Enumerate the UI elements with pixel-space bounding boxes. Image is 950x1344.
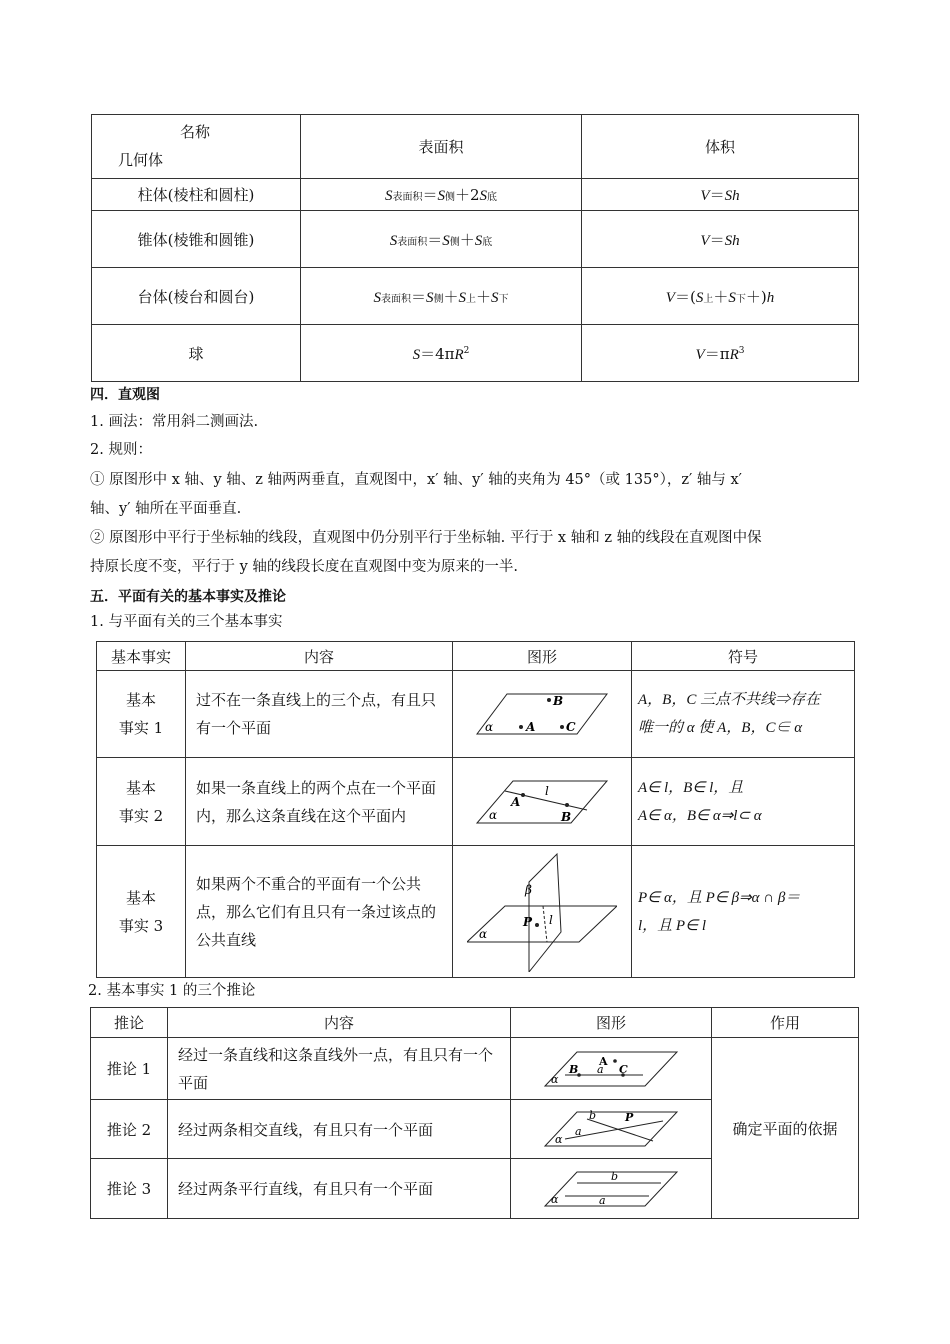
two-planes-intersect-diagram xyxy=(467,852,617,972)
svg-text:a: a xyxy=(597,1062,604,1076)
svg-text:A: A xyxy=(599,1054,608,1068)
row-sphere-name: 球 xyxy=(92,325,301,382)
fact1-symbol: A，B，C 三点不共线⇒存在 唯一的 α 使 A，B，C∈ α xyxy=(632,671,855,758)
fact2-figure xyxy=(453,758,632,846)
t2-header-content: 内容 xyxy=(186,642,453,671)
fact3-label: 基本 事实 3 xyxy=(97,846,186,978)
pyramid-volume-formula: V＝Sh xyxy=(582,211,859,268)
svg-text:B: B xyxy=(561,809,572,824)
corollary1-content: 经过一条直线和这条直线外一点，有且只有一个平面 xyxy=(168,1038,511,1100)
fact3-content: 如果两个不重合的平面有一个公共点，那么它们有且只有一条过该点的公共直线 xyxy=(186,846,453,978)
section4-p3b: 轴、y′ 轴所在平面垂直. xyxy=(90,501,242,517)
section4-p2: 2. 规则： xyxy=(90,442,152,458)
frustum-surface-formula: S表面积＝S侧＋S上＋S下 xyxy=(301,268,582,325)
fact1-content: 过不在一条直线上的三个点，有且只有一个平面 xyxy=(186,671,453,758)
fact1-figure xyxy=(453,671,632,758)
svg-text:C: C xyxy=(619,1062,628,1076)
svg-text:C: C xyxy=(566,720,576,734)
row-pyramid-name: 锥体(棱锥和圆锥) xyxy=(92,211,301,268)
section4-title: 四．直观图 xyxy=(90,387,160,403)
fact2-label: 基本 事实 2 xyxy=(97,758,186,846)
t3-header-purpose: 作用 xyxy=(712,1008,859,1038)
sphere-surface-formula: $S=4\pi R^2$ xyxy=(301,325,582,382)
section5-sub2: 2. 基本事实 1 的三个推论 xyxy=(88,983,256,999)
corollary3-figure xyxy=(511,1159,712,1219)
fact1-label: 基本 事实 1 xyxy=(97,671,186,758)
svg-text:l: l xyxy=(545,783,549,798)
svg-text:B: B xyxy=(569,1062,579,1076)
section5-title: 五．平面有关的基本事实及推论 xyxy=(90,589,286,605)
svg-text:l: l xyxy=(549,912,553,927)
fact2-content: 如果一条直线上的两个点在一个平面内，那么这条直线在这个平面内 xyxy=(186,758,453,846)
header-volume: 体积 xyxy=(582,115,859,179)
svg-text:α: α xyxy=(489,807,498,822)
row-frustum-name: 台体(棱台和圆台) xyxy=(92,268,301,325)
corollary3-label: 推论 3 xyxy=(91,1159,168,1219)
header-solid: 几何体 xyxy=(118,151,164,169)
svg-text:β: β xyxy=(525,882,532,897)
section4-p1: 1. 画法：常用斜二测画法. xyxy=(90,414,259,430)
corollary1-figure xyxy=(511,1038,712,1100)
corollary1-label: 推论 1 xyxy=(91,1038,168,1100)
section4-p4b: 持原长度不变，平行于 y 轴的线段长度在直观图中变为原来的一半. xyxy=(90,559,519,575)
corollary3-content: 经过两条平行直线，有且只有一个平面 xyxy=(168,1159,511,1219)
line-in-plane-diagram xyxy=(475,777,609,827)
svg-text:P: P xyxy=(523,914,533,929)
t3-header-content: 内容 xyxy=(168,1008,511,1038)
fact2-symbol: A∈ l，B∈ l，且 A∈ α，B∈ α⇒l⊂ α xyxy=(632,758,855,846)
header-name: 名称 xyxy=(180,123,211,141)
t3-header-figure: 图形 xyxy=(511,1008,712,1038)
svg-text:α: α xyxy=(479,926,488,941)
line-and-point-plane-diagram xyxy=(543,1049,679,1089)
t3-header-corollary: 推论 xyxy=(91,1008,168,1038)
svg-text:P: P xyxy=(625,1111,634,1124)
row-prism-name: 柱体(棱柱和圆柱) xyxy=(92,179,301,211)
corollary2-figure xyxy=(511,1100,712,1159)
svg-text:α: α xyxy=(551,1072,559,1086)
parallel-lines-plane-diagram xyxy=(543,1169,679,1209)
plane-three-points-diagram xyxy=(475,689,609,739)
purpose-cell: 确定平面的依据 xyxy=(712,1038,859,1219)
section5-sub1: 1. 与平面有关的三个基本事实 xyxy=(90,614,283,630)
prism-surface-formula: S表面积＝S侧＋2S底 xyxy=(301,179,582,211)
fact3-figure xyxy=(453,846,632,978)
svg-text:b: b xyxy=(589,1109,597,1122)
prism-volume-formula: V＝Sh xyxy=(582,179,859,211)
svg-text:a: a xyxy=(599,1193,606,1207)
svg-text:a: a xyxy=(575,1125,582,1138)
corollaries-table xyxy=(90,1007,859,1219)
basic-facts-table xyxy=(96,641,855,978)
svg-text:α: α xyxy=(551,1192,559,1206)
svg-text:A: A xyxy=(526,720,536,734)
svg-text:B: B xyxy=(553,694,564,708)
svg-text:α: α xyxy=(485,720,494,734)
t2-header-symbol: 符号 xyxy=(632,642,855,671)
frustum-volume-formula: V＝(S上＋S下＋)h xyxy=(582,268,859,325)
section4-p4a: ② 原图形中平行于坐标轴的线段，直观图中仍分别平行于坐标轴. 平行于 x 轴和 z 轴的线段在直观图中保 xyxy=(90,530,762,546)
header-diagonal-cell xyxy=(92,115,301,179)
volume-surface-table xyxy=(91,114,859,382)
svg-text:b: b xyxy=(611,1169,619,1183)
corollary2-label: 推论 2 xyxy=(91,1100,168,1159)
t2-header-figure: 图形 xyxy=(453,642,632,671)
section4-p3a: ① 原图形中 x 轴、y 轴、z 轴两两垂直，直观图中，x′ 轴、y′ 轴的夹角为 45°（或 135°），z′ 轴与 x′ xyxy=(90,472,742,488)
svg-text:A: A xyxy=(511,794,521,809)
fact3-symbol: P∈ α，且 P∈ β⇒α ∩ β＝ l，且 P∈ l xyxy=(632,846,855,978)
sphere-volume-formula: $V=\pi R^3$ xyxy=(582,325,859,382)
corollary2-content: 经过两条相交直线，有且只有一个平面 xyxy=(168,1100,511,1159)
pyramid-surface-formula: S表面积＝S侧＋S底 xyxy=(301,211,582,268)
t2-header-fact: 基本事实 xyxy=(97,642,186,671)
intersecting-lines-plane-diagram xyxy=(543,1109,679,1149)
header-surface: 表面积 xyxy=(301,115,582,179)
svg-text:α: α xyxy=(555,1133,563,1146)
